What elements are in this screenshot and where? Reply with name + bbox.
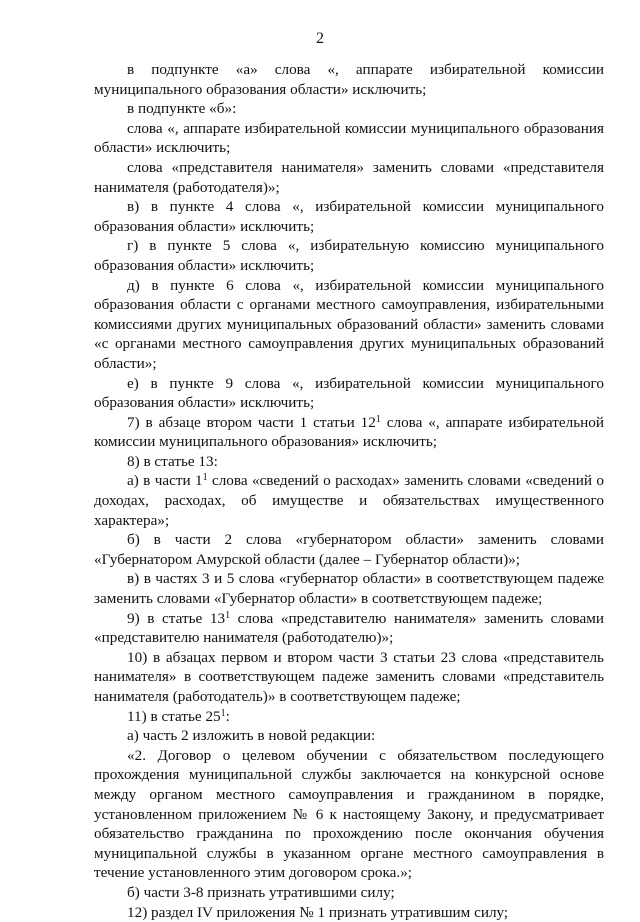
paragraph-text: 7) в абзаце втором части 1 статьи 12 xyxy=(127,413,376,431)
paragraph: г) в пункте 5 слова «, избирательную комиссию муниципального образования области» исключить; xyxy=(94,237,604,274)
paragraph: 10) в абзацах первом и втором части 3 статьи 23 слова «представитель нанимателя» в соответствующем падеже заменить словами «представитель нанимателя (работодатель)» в соответствующем падеже; xyxy=(94,648,604,705)
paragraph: б) в части 2 слова «губернатором области» заменить словами «Губернатором Амурской области (далее – Губернатор области)»; xyxy=(94,531,604,568)
document-body xyxy=(94,60,604,922)
page-number: 2 xyxy=(316,30,324,47)
paragraph: е) в пункте 9 слова «, избирательной комиссии муниципального образования области» исключить; xyxy=(94,374,604,412)
paragraph: б) части 3-8 признать утратившими силу; xyxy=(127,883,395,901)
superscript: 1 xyxy=(202,472,208,484)
paragraph xyxy=(94,609,604,648)
superscript: 1 xyxy=(220,707,226,719)
paragraph: д) в пункте 6 слова «, избирательной комиссии муниципального образования области с органами местного самоуправления, избирательными комиссиями других муниципальных образований области» заменить словами «с органами местного самоуправления других муниципальных образований области»; xyxy=(94,276,604,372)
paragraph-text: слова «представителю нанимателя» заменить словами «представителю нанимателя (работодателю)»; xyxy=(94,609,605,647)
paragraph: в подпункте «а» слова «, аппарате избирательной комиссии муниципального образования области» исключить; xyxy=(94,61,604,98)
paragraph-text: слова «сведений о расходах» заменить словами «сведений о доходах, расходах, об имуществе и обязательствах имущественного характера»; xyxy=(94,472,604,529)
paragraph: «2. Договор о целевом обучении с обязательством последующего прохождения муниципальной службы заключается на конкурсной основе между органом местного самоуправления и гражданином в порядке, установленном приложением № 6 к настоящему Закону, и предусматривает обязательство гражданина по прохождению после окончания обучения муниципальной службы в указанном органе местного самоуправления в течение установленного этим договором срока.»; xyxy=(94,746,604,882)
superscript: 1 xyxy=(225,609,231,621)
superscript: 1 xyxy=(375,413,381,425)
paragraph xyxy=(94,471,604,530)
paragraph xyxy=(94,413,604,452)
paragraph: в подпункте «б»: xyxy=(127,100,237,118)
paragraph: 12) раздел IV приложения № 1 признать утратившим силу; xyxy=(127,903,509,921)
paragraph-text: слова «, аппарате избирательной комиссии муниципального образования» исключить; xyxy=(94,413,604,451)
paragraph: 8) в статье 13: xyxy=(127,452,218,470)
paragraph: слова «представителя нанимателя» заменить словами «представителя нанимателя (работодателя)»; xyxy=(94,158,604,196)
paragraph-text: 11) в статье 25 xyxy=(127,707,221,725)
paragraph: а) часть 2 изложить в новой редакции: xyxy=(127,727,376,745)
paragraph xyxy=(94,707,604,727)
paragraph-text: 9) в статье 13 xyxy=(127,609,226,627)
paragraph-text: а) в части 1 xyxy=(127,472,203,490)
paragraph: в) в частях 3 и 5 слова «губернатор области» в соответствующем падеже заменить словами «Губернатор области» в соответствующем падеже; xyxy=(94,570,604,608)
paragraph: в) в пункте 4 слова «, избирательной комиссии муниципального образования области» исключить; xyxy=(94,198,604,235)
paragraph: слова «, аппарате избирательной комиссии муниципального образования области» исключить; xyxy=(94,119,604,157)
paragraph-text: : xyxy=(225,707,230,725)
